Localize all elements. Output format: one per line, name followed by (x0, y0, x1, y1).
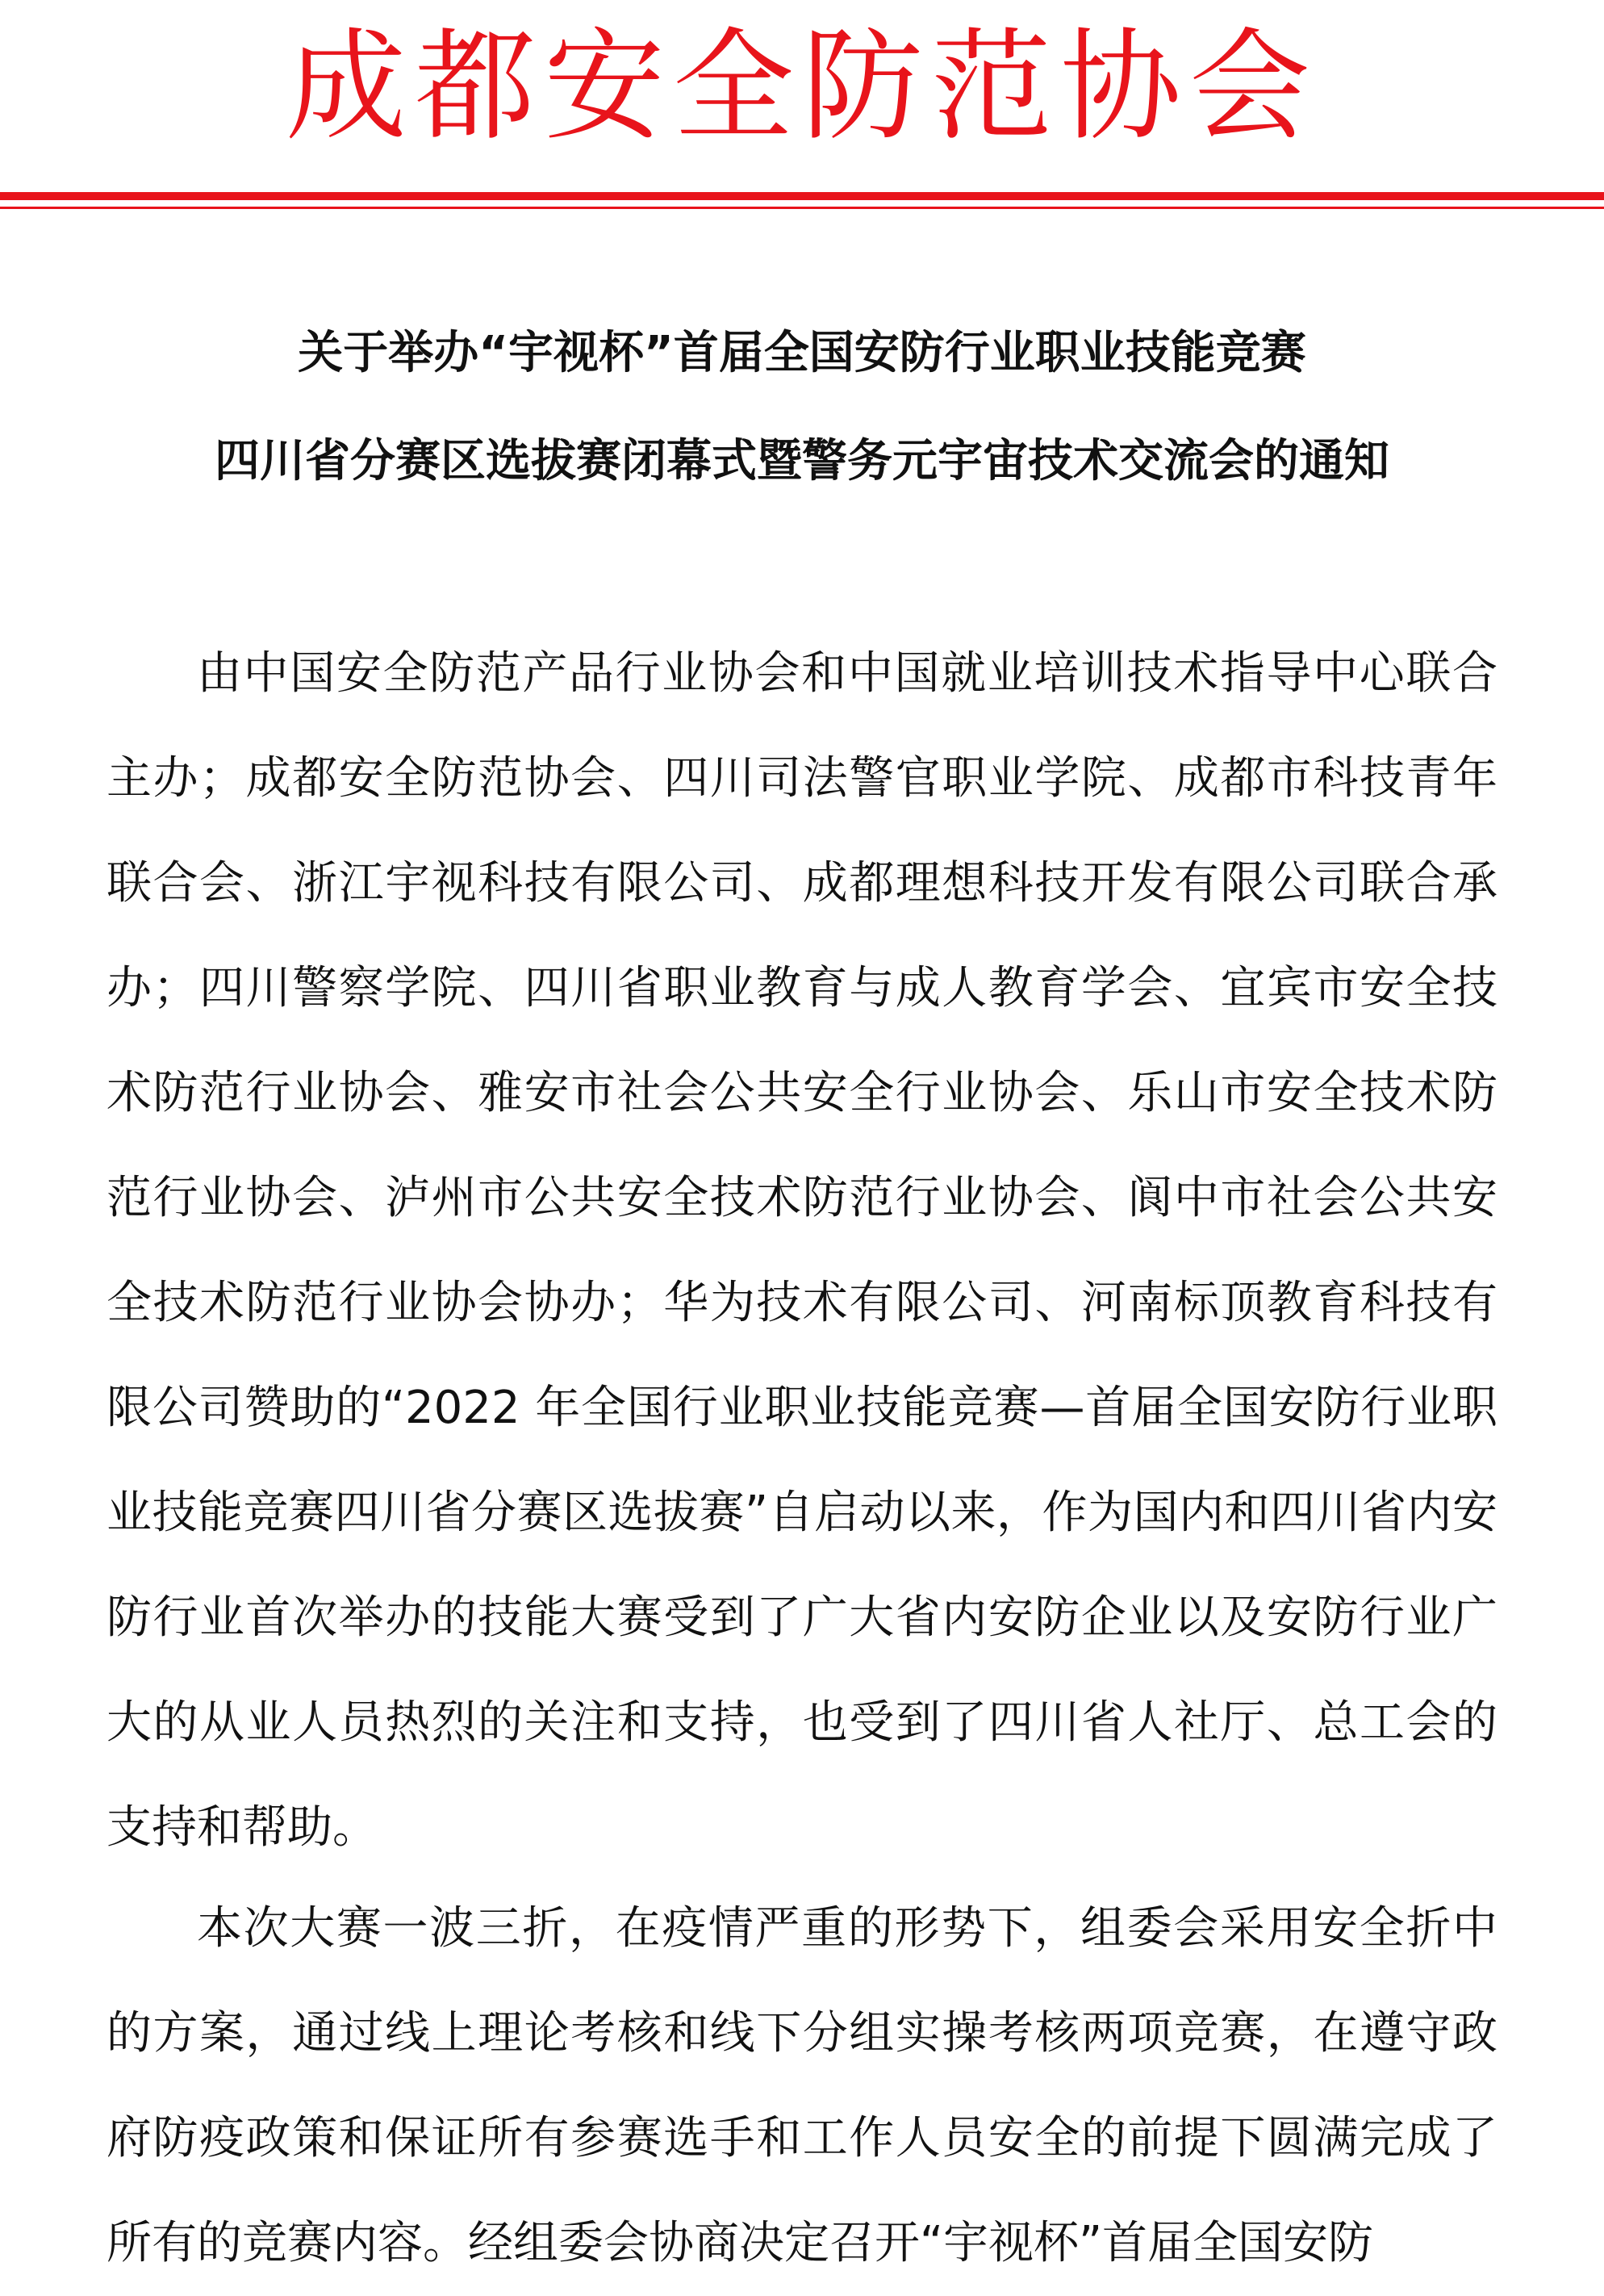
letterhead-org-name: 成都安全防范协会 (285, 17, 1318, 157)
notice-title-line-1: 关于举办“宇视杯”首届全国安防行业职业技能竞赛 (298, 327, 1306, 379)
letterhead-rule-thick (0, 192, 1604, 200)
body-paragraph: 由中国安全防范产品行业协会和中国就业培训技术指导中心联合主办；成都安全防范协会、四川司法警官职业学院、成都市科技青年联合会、浙江宇视科技有限公司、成都理想科技开发有限公司联合承办；四川警察学院、四川省职业教育与成人教育学会、宜宾市安全技术防范行业协会、雅安市社会公共安全行业协会、乐山市安全技术防范行业协会、泸州市公共安全技术防范行业协会、阆中市社会公共安全技术防范行业协会协办；华为技术有限公司、河南标顶教育科技有限公司赞助的“2022 年全国行业职业技能竞赛—首届全国安防行业职业技能竞赛四川省分赛区选拔赛”自启动以来，作为国内和四川省内安防行业首次举办的技能大赛受到了广大省内安防企业以及安防行业广大的从业人员热烈的关注和支持，也受到了四川省人社厅、总工会的支持和帮助。 (107, 647, 1497, 1854)
body-paragraph: 本次大赛一波三折，在疫情严重的形势下，组委会采用安全折中的方案，通过线上理论考核和线下分组实操考核两项竞赛，在遵守政府防疫政策和保证所有参赛选手和工作人员安全的前提下圆满完成了所有的竞赛内容。经组委会协商决定召开“宇视杯”首届全国安防 (107, 1902, 1497, 2269)
letterhead-rule-thin (0, 207, 1604, 209)
notice-title-line-2: 四川省分赛区选拔赛闭幕式暨警务元宇宙技术交流会的通知 (215, 435, 1389, 487)
